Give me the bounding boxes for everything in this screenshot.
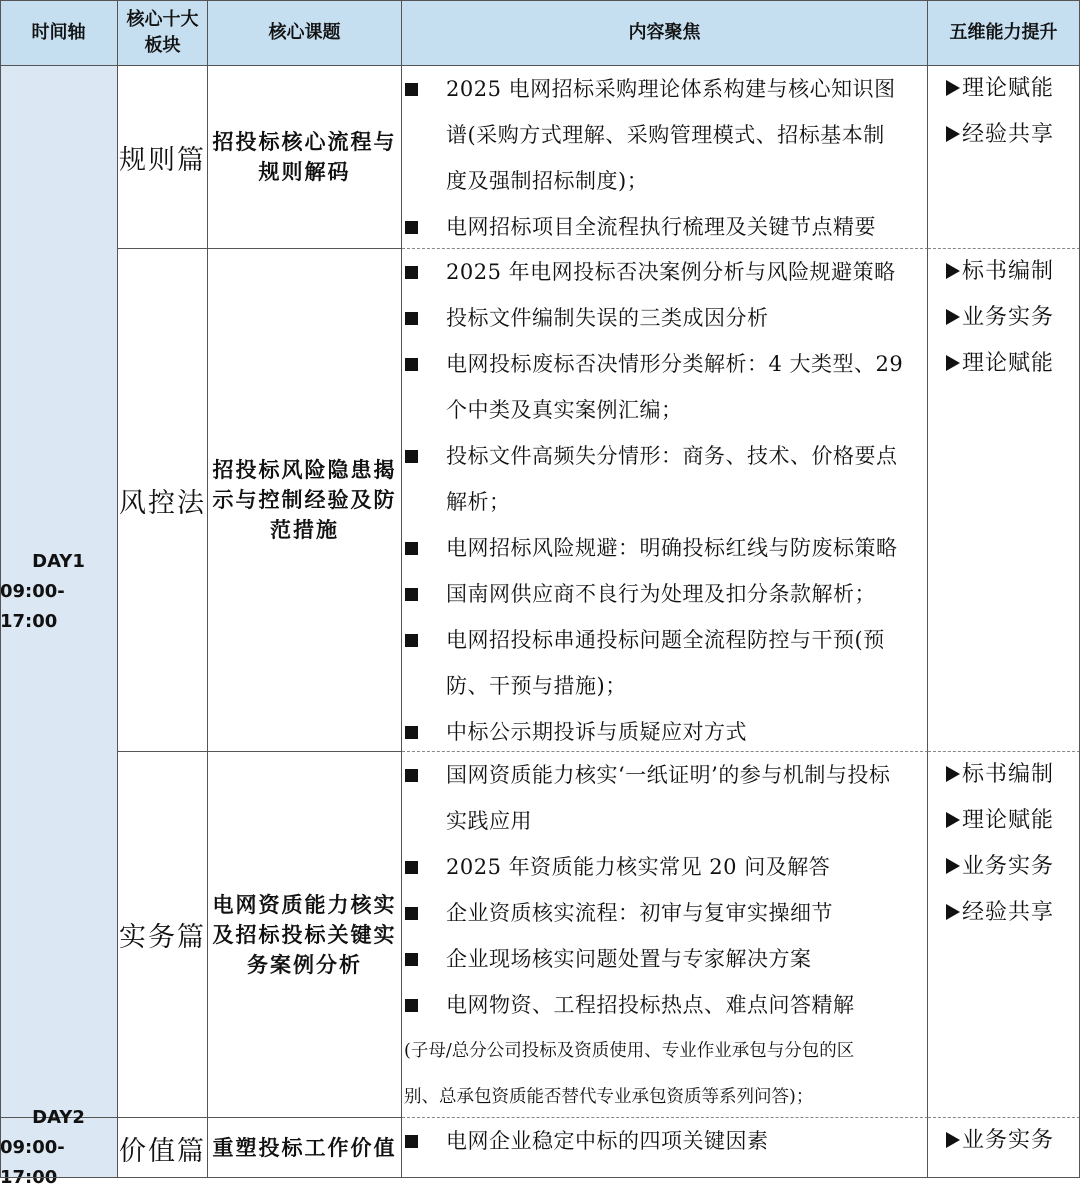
- ability-item: [928, 752, 1079, 798]
- triangle-right-icon: [946, 766, 960, 782]
- header-board-line2: 板块: [144, 34, 181, 56]
- square-bullet-icon: [405, 221, 418, 234]
- ability-label: 理论赋能: [962, 351, 1055, 376]
- ability-label: 标书编制: [962, 259, 1055, 284]
- ability-item: [928, 295, 1079, 341]
- focus-continuation-line: [402, 798, 927, 844]
- header-timeline: [0, 0, 118, 66]
- focus-text: (子母/总分公司投标及资质使用、专业作业承包与分包的区: [404, 1041, 855, 1061]
- day-label: DAY2: [32, 1107, 85, 1128]
- focus-cell: [402, 752, 928, 1118]
- square-bullet-icon: [405, 769, 418, 782]
- triangle-right-icon: [946, 904, 960, 920]
- focus-continuation-line: [402, 1028, 927, 1074]
- focus-continuation-line: [402, 112, 927, 158]
- ability-item: [928, 890, 1079, 936]
- focus-cell: [402, 66, 928, 249]
- topic-line: 示与控制经验及防: [212, 487, 397, 512]
- focus-text: 电网招投标串通投标问题全流程防控与干预(预: [446, 628, 885, 652]
- ability-label: 理论赋能: [962, 808, 1055, 833]
- triangle-right-icon: [946, 355, 960, 371]
- focus-text: 投标文件高频失分情形：商务、技术、价格要点: [446, 444, 898, 468]
- triangle-right-icon: [946, 309, 960, 325]
- board-cell: [118, 752, 208, 1118]
- abilities-cell: [928, 1118, 1080, 1178]
- topic-cell: [208, 1118, 402, 1178]
- topic-cell: [208, 752, 402, 1118]
- topic-line: 重塑投标工作价值: [212, 1135, 397, 1160]
- topic-line: 务案例分析: [247, 951, 362, 977]
- square-bullet-icon: [405, 588, 418, 601]
- focus-text: 国南网供应商不良行为处理及扣分条款解析；: [446, 582, 876, 606]
- ability-item: [928, 66, 1079, 112]
- header-abilities-label: 五维能力提升: [949, 21, 1058, 43]
- square-bullet-icon: [405, 999, 418, 1012]
- board-label: 风控法: [119, 487, 206, 519]
- square-bullet-icon: [405, 634, 418, 647]
- ability-item: [928, 798, 1079, 844]
- topic-text: [213, 127, 397, 187]
- ability-item: [928, 341, 1079, 387]
- topic-line: 范措施: [270, 517, 339, 542]
- header-board-line1: 核心十大: [126, 8, 199, 30]
- board-cell: [118, 249, 208, 752]
- board-label: 规则篇: [119, 144, 206, 176]
- focus-bullet-item: [402, 982, 927, 1028]
- triangle-right-icon: [946, 263, 960, 279]
- topic-cell: [208, 249, 402, 752]
- focus-bullet-item: [402, 66, 927, 112]
- square-bullet-icon: [405, 907, 418, 920]
- focus-text: 个中类及真实案例汇编；: [446, 398, 683, 422]
- focus-bullet-item: [402, 1118, 927, 1164]
- ability-label: 业务实务: [962, 305, 1055, 330]
- ability-label: 经验共享: [962, 122, 1055, 147]
- topic-line: 及招标投标关键实: [212, 921, 397, 947]
- focus-bullet-item: [402, 295, 927, 341]
- header-board: [118, 0, 208, 66]
- header-abilities: [928, 0, 1080, 66]
- focus-bullet-item: [402, 936, 927, 982]
- abilities-cell: [928, 249, 1080, 752]
- focus-continuation-line: [402, 158, 927, 204]
- focus-text: 度及强制招标制度)；: [446, 169, 649, 193]
- square-bullet-icon: [405, 312, 418, 325]
- day2-cell: [0, 1107, 118, 1188]
- focus-text: 解析；: [446, 490, 511, 514]
- square-bullet-icon: [405, 450, 418, 463]
- focus-text: 2025 年电网投标否决案例分析与风险规避策略: [446, 260, 896, 284]
- ability-label: 业务实务: [962, 1128, 1055, 1153]
- focus-text: 2025 电网招标采购理论体系构建与核心知识图: [446, 77, 896, 101]
- focus-bullet-item: [402, 709, 927, 755]
- abilities-cell: [928, 752, 1080, 1118]
- focus-text: 电网招标风险规避：明确投标红线与防废标策略: [446, 536, 898, 560]
- focus-text: 中标公示期投诉与质疑应对方式: [446, 720, 747, 744]
- triangle-right-icon: [946, 126, 960, 142]
- square-bullet-icon: [405, 1135, 418, 1148]
- ability-label: 理论赋能: [962, 76, 1055, 101]
- focus-text: 投标文件编制失误的三类成因分析: [446, 306, 769, 330]
- square-bullet-icon: [405, 953, 418, 966]
- day1-cell: [0, 66, 118, 1118]
- focus-text: 防、干预与措施)；: [446, 674, 627, 698]
- focus-bullet-item: [402, 571, 927, 617]
- focus-bullet-item: [402, 890, 927, 936]
- focus-text: 企业现场核实问题处置与专家解决方案: [446, 947, 812, 971]
- day-time: 09:00-17:00: [0, 580, 65, 632]
- board-cell: [118, 66, 208, 249]
- topic-line: 规则解码: [258, 159, 351, 184]
- focus-bullet-item: [402, 249, 927, 295]
- focus-bullet-item: [402, 617, 927, 663]
- focus-text: 电网物资、工程招投标热点、难点问答精解: [446, 993, 855, 1017]
- ability-label: 经验共享: [962, 900, 1055, 925]
- focus-text: 别、总承包资质能否替代专业承包资质等系列问答)；: [404, 1087, 814, 1107]
- focus-text: 国网资质能力核实‘一纸证明’的参与机制与投标: [446, 763, 891, 787]
- header-focus: [402, 0, 928, 66]
- day-time: 09:00-17:00: [0, 1137, 65, 1188]
- focus-bullet-item: [402, 525, 927, 571]
- triangle-right-icon: [946, 858, 960, 874]
- day-label: DAY1: [32, 550, 85, 572]
- header-topic-label: 核心课题: [268, 21, 341, 43]
- focus-cell: [402, 249, 928, 752]
- header-timeline-label: 时间轴: [31, 21, 86, 43]
- focus-cell: [402, 1118, 928, 1178]
- header-focus-label: 内容聚焦: [628, 21, 701, 43]
- ability-item: [928, 112, 1079, 158]
- ability-item: [928, 1118, 1079, 1164]
- topic-line: 招投标风险隐患揭: [212, 457, 397, 482]
- topic-text: [213, 890, 397, 980]
- focus-text: 实践应用: [446, 809, 532, 833]
- square-bullet-icon: [405, 726, 418, 739]
- topic-line: 招投标核心流程与: [212, 129, 397, 154]
- square-bullet-icon: [405, 83, 418, 96]
- focus-text: 谱(采购方式理解、采购管理模式、招标基本制: [446, 123, 885, 147]
- triangle-right-icon: [946, 812, 960, 828]
- square-bullet-icon: [405, 542, 418, 555]
- focus-text: 电网招标项目全流程执行梳理及关键节点精要: [446, 215, 876, 239]
- focus-text: 2025 年资质能力核实常见 20 问及解答: [446, 855, 831, 879]
- focus-bullet-item: [402, 844, 927, 890]
- ability-item: [928, 844, 1079, 890]
- focus-text: 企业资质核实流程：初审与复审实操细节: [446, 901, 833, 925]
- topic-text: [213, 455, 397, 545]
- triangle-right-icon: [946, 80, 960, 96]
- topic-cell: [208, 66, 402, 249]
- focus-text: 电网企业稳定中标的四项关键因素: [446, 1129, 769, 1153]
- focus-text: 电网投标废标否决情形分类解析：4 大类型、29: [446, 352, 904, 376]
- board-cell: [118, 1118, 208, 1178]
- square-bullet-icon: [405, 358, 418, 371]
- abilities-cell: [928, 66, 1080, 249]
- triangle-right-icon: [946, 1132, 960, 1148]
- topic-line: 电网资质能力核实: [212, 891, 397, 917]
- focus-continuation-line: [402, 387, 927, 433]
- focus-bullet-item: [402, 341, 927, 387]
- board-label: 实务篇: [119, 922, 206, 953]
- focus-continuation-line: [402, 1074, 927, 1120]
- ability-item: [928, 249, 1079, 295]
- focus-bullet-item: [402, 752, 927, 798]
- ability-label: 标书编制: [962, 762, 1055, 787]
- topic-text: [213, 1133, 397, 1163]
- ability-label: 业务实务: [962, 854, 1055, 879]
- focus-bullet-item: [402, 433, 927, 479]
- focus-bullet-item: [402, 204, 927, 250]
- focus-continuation-line: [402, 663, 927, 709]
- header-topic: [208, 0, 402, 66]
- square-bullet-icon: [405, 861, 418, 874]
- board-label: 价值篇: [119, 1135, 206, 1167]
- focus-continuation-line: [402, 479, 927, 525]
- square-bullet-icon: [405, 266, 418, 279]
